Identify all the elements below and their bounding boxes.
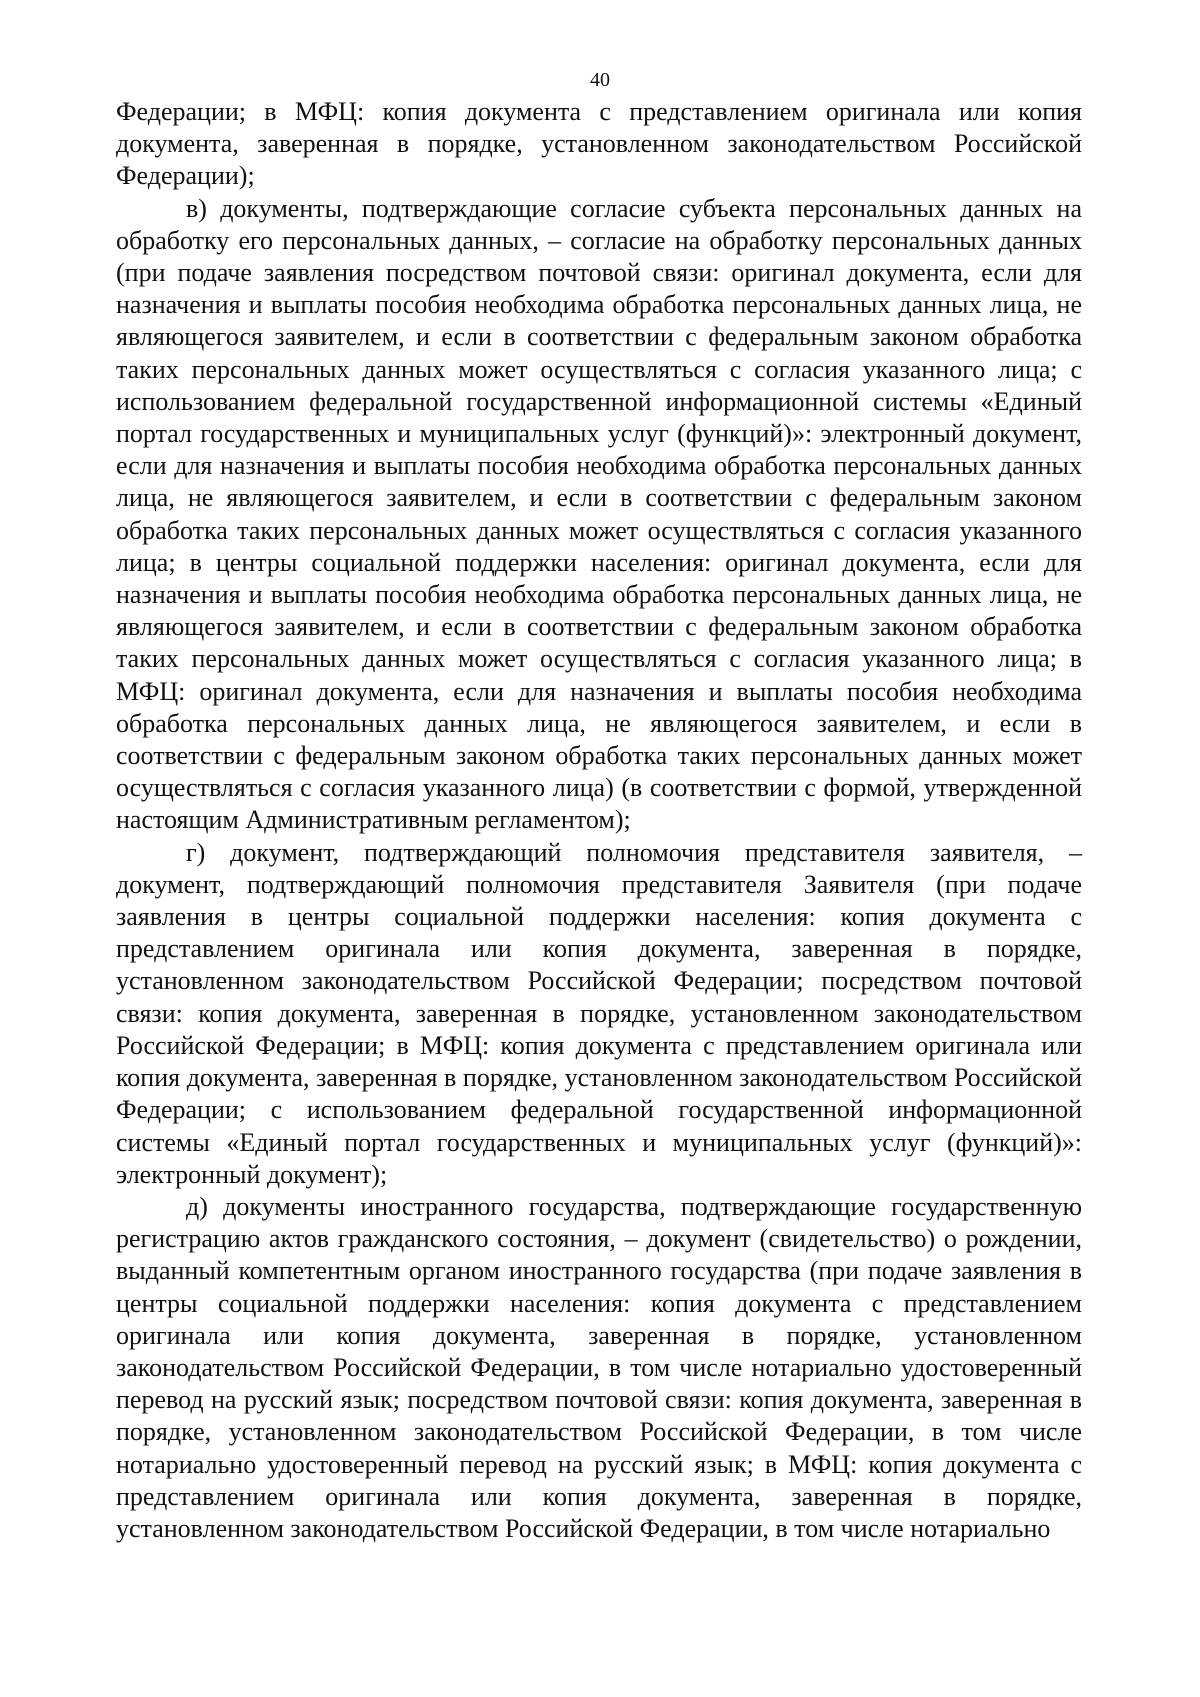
page-number: 40 <box>590 69 610 91</box>
paragraph-item-g: г) документ, подтверждающий полномочия представителя заявителя, – документ, подтверждающий полномочия представителя Заявителя (при подаче заявления в центры социальной поддержки населения: копия документа с представлением оригинала или копия документа, заверенная в порядке, установленном законодательством Российской Федерации; посредством почтовой связи: копия документа, заверенная в порядке, установленном законодательством Российской Федерации; в МФЦ: копия документа с представлением оригинала или копия документа, заверенная в порядке, установленном законодательством Российской Федерации; с использованием федеральной государственной информационной системы «Единый портал государственных и муниципальных услуг (функций)»: электронный документ); <box>116 837 1082 1189</box>
paragraph-item-d: д) документы иностранного государства, подтверждающие государственную регистрацию актов гражданского состояния, – документ (свидетельство) о рождении, выданный компетентным органом иностранного государства (при подаче заявления в центры социальной поддержки населения: копия документа с представлением оригинала или копия документа, заверенная в порядке, установленном законодательством Российской Федерации, в том числе нотариально удостоверенный перевод на русский язык; посредством почтовой связи: копия документа, заверенная в порядке, установленном законодательством Российской Федерации, в том числе нотариально удостоверенный перевод на русский язык; в МФЦ: копия документа с представлением оригинала или копия документа, заверенная в порядке, установленном законодательством Российской Федерации, в том числе нотариально <box>116 1191 1082 1543</box>
paragraph-item-v: в) документы, подтверждающие согласие субъекта персональных данных на обработку его персональных данных, – согласие на обработку персональных данных (при подаче заявления посредством почтовой связи: оригинал документа, если для назначения и выплаты пособия необходима обработка персональных данных лица, не являющегося заявителем, и если в соответствии с федеральным законом обработка таких персональных данных может осуществляться с согласия указанного лица; с использованием федеральной государственной информационной системы «Единый портал государственных и муниципальных услуг (функций)»: электронный документ, если для назначения и выплаты пособия необходима обработка персональных данных лица, не являющегося заявителем, и если в соответствии с федеральным законом обработка таких персональных данных может осуществляться с согласия указанного лица; в центры социальной поддержки населения: оригинал документа, если для назначения и выплаты пособия необходима обработка персональных данных лица, не являющегося заявителем, и если в соответствии с федеральным законом обработка таких персональных данных может осуществляться с согласия указанного лица; в МФЦ: оригинал документа, если для назначения и выплаты пособия необходима обработка персональных данных лица, не являющегося заявителем, и если в соответствии с федеральным законом обработка таких персональных данных может осуществляться с согласия указанного лица) (в соответствии с формой, утвержденной настоящим Административным регламентом); <box>116 193 1082 835</box>
paragraph-continuation: Федерации; в МФЦ: копия документа с представлением оригинала или копия документа, заверенная в порядке, установленном законодательством Российской Федерации); <box>116 97 1082 191</box>
document-body <box>116 96 1082 1545</box>
